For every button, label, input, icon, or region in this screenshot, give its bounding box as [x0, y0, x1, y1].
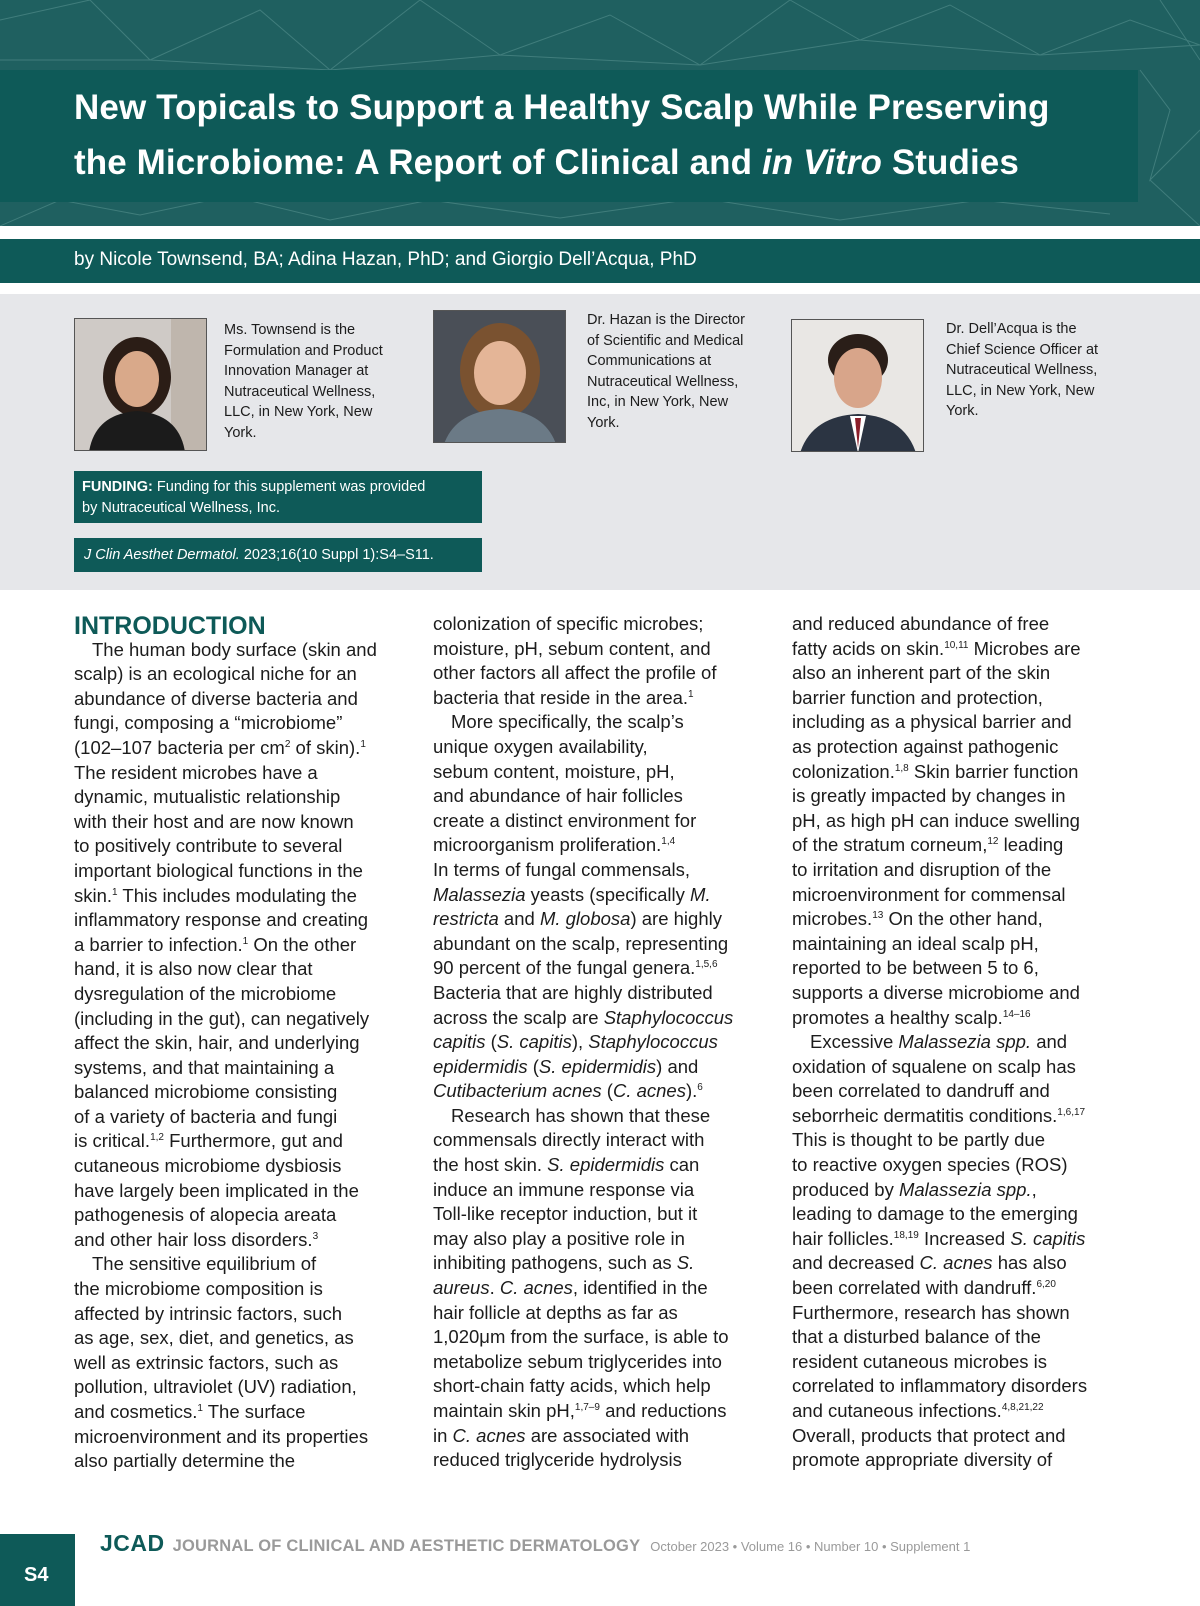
text-line: 1,020μm from the surface, is able to	[433, 1326, 729, 1348]
text-line: short-chain fatty acids, which help	[433, 1375, 711, 1397]
text-line: also an inherent part of the skin	[792, 662, 1051, 684]
text-line: microorganism proliferation.$^{1,4}$	[433, 834, 676, 856]
text-line: is greatly impacted by changes in	[792, 785, 1066, 807]
text-column-1	[74, 613, 414, 1474]
text-line: Overall, products that protect and	[792, 1424, 1066, 1446]
text-line: microenvironment and its properties	[74, 1425, 369, 1447]
text-line: sebum content, moisture, pH,	[433, 760, 675, 782]
text-line: promote appropriate diversity of	[792, 1449, 1053, 1471]
section-heading-introduction: INTRODUCTION	[74, 612, 266, 640]
text-line: and cosmetics.$^1$ The surface	[74, 1401, 306, 1423]
text-line: More specifically, the scalp’s	[451, 711, 684, 733]
text-line: been correlated with dandruff.$^{6,20}$	[792, 1277, 1056, 1299]
text-line: seborrheic dermatitis conditions.$^{1,6,17}$	[792, 1104, 1086, 1126]
header-banner	[0, 0, 1200, 226]
text-line: across the scalp are Staphylococcus	[433, 1006, 734, 1028]
text-line: abundant on the scalp, representing	[433, 932, 729, 954]
text-line: The sensitive equilibrium of	[92, 1253, 317, 1275]
text-line: systems, and that maintaining a	[74, 1056, 335, 1078]
text-line: dynamic, mutualistic relationship	[74, 786, 341, 808]
title-line-1: New Topicals to Support a Healthy Scalp While Preserving	[74, 88, 1050, 127]
text-line: The resident microbes have a	[74, 761, 318, 783]
author-bio-dellacqua: Dr. Dell’Acqua is the Chief Science Officer at Nutraceutical Wellness, LLC, in New York, New York.	[946, 321, 1099, 419]
text-line: microbes.$^{13}$ On the other hand,	[792, 908, 1043, 930]
text-line: hair follicles.$^{18,19}$ Increased S. capitis	[792, 1227, 1086, 1249]
text-line: reduced triglyceride hydrolysis	[433, 1449, 682, 1471]
text-line: cutaneous microbiome dysbiosis	[74, 1155, 342, 1177]
text-line: microenvironment for commensal	[792, 883, 1066, 905]
text-line: with their host and are now known	[74, 810, 354, 832]
text-line: dysregulation of the microbiome	[74, 982, 337, 1004]
text-line: produced by Malassezia spp.,	[792, 1178, 1037, 1200]
text-line: pathogenesis of alopecia areata	[74, 1204, 337, 1226]
text-line: This is thought to be partly due	[792, 1129, 1045, 1151]
text-line: oxidation of squalene on scalp has	[792, 1055, 1076, 1077]
text-line: and cutaneous infections.$^{4,8,21,22}$	[792, 1400, 1044, 1421]
text-line: and abundance of hair follicles	[433, 785, 683, 807]
text-line: as protection against pathogenic	[792, 735, 1059, 757]
author-panel	[0, 294, 1200, 590]
text-line: unique oxygen availability,	[433, 735, 648, 757]
text-line: colonization of specific microbes;	[433, 613, 704, 634]
text-line: barrier function and protection,	[792, 686, 1043, 708]
text-line: restricta and M. globosa) are highly	[433, 908, 722, 930]
text-line: and reduced abundance of free	[792, 613, 1050, 634]
text-line: 90 percent of the fungal genera.$^{1,5,6}$	[433, 957, 718, 979]
text-line: The human body surface (skin and	[92, 638, 377, 660]
text-line: Excessive Malassezia spp. and	[810, 1031, 1068, 1053]
author-bio-townsend: Ms. Townsend is the Formulation and Product Innovation Manager at Nutraceutical Wellness, LLC, in New York, New York.	[224, 322, 383, 441]
text-line: hair follicle at depths as far as	[433, 1301, 678, 1323]
column-3-lines	[792, 612, 1132, 1473]
text-line: Malassezia yeasts (specifically M.	[433, 883, 711, 905]
text-line: In terms of fungal commensals,	[433, 858, 691, 880]
column-1-lines	[74, 638, 414, 1474]
text-line: pH, as high pH can induce swelling	[792, 809, 1080, 831]
funding-label: FUNDING:	[82, 479, 153, 495]
text-line: maintain skin pH,$^{1,7-9}$ and reductions	[433, 1400, 727, 1421]
text-line: fatty acids on skin.$^{10,11}$ Microbes are	[792, 637, 1081, 659]
text-line: to positively contribute to several	[74, 835, 343, 857]
text-line: aureus. C. acnes, identified in the	[433, 1277, 708, 1299]
text-line: a barrier to infection.$^1$ On the other	[74, 933, 357, 955]
text-line: inflammatory response and creating	[74, 909, 369, 931]
title-line-2: the Microbiome: A Report of Clinical and in Vitro Studies	[74, 143, 1019, 182]
text-line: commensals directly interact with	[433, 1129, 705, 1151]
text-line: (102–107 bacteria per $cm^2$ of skin).$^1$	[74, 736, 366, 758]
article-title	[0, 70, 1138, 202]
byline-bar	[0, 239, 1200, 283]
funding-note: FUNDING: Funding for this supplement was provided by Nutraceutical Wellness, Inc.	[74, 471, 482, 523]
text-line: to reactive oxygen species (ROS)	[792, 1154, 1068, 1176]
text-line: skin.$^1$ This includes modulating the	[74, 884, 357, 906]
text-line: Toll-like receptor induction, but it	[433, 1203, 698, 1225]
text-line: that a disturbed balance of the	[792, 1326, 1041, 1348]
text-line: balanced microbiome consisting	[74, 1081, 338, 1103]
text-line: may also play a positive role in	[433, 1227, 685, 1249]
author-photo-townsend	[74, 318, 207, 451]
author-photo-dellacqua	[791, 319, 924, 452]
text-line: colonization.$^{1,8}$ Skin barrier function	[792, 760, 1079, 782]
text-line: and other hair loss disorders.$^3$	[74, 1228, 319, 1250]
text-line: inhibiting pathogens, such as S.	[433, 1252, 695, 1274]
text-line: correlated to inflammatory disorders	[792, 1375, 1088, 1397]
text-line: pollution, ultraviolet (UV) radiation,	[74, 1376, 357, 1398]
text-line: important biological functions in the	[74, 859, 363, 881]
text-line: maintaining an ideal scalp pH,	[792, 932, 1039, 954]
text-line: the host skin. S. epidermidis can	[433, 1154, 700, 1176]
text-line: and decreased C. acnes has also	[792, 1252, 1067, 1274]
text-line: affected by intrinsic factors, such	[74, 1302, 343, 1324]
text-line: promotes a healthy scalp.$^{14-16}$	[792, 1006, 1031, 1028]
text-line: reported to be between 5 to 6,	[792, 957, 1039, 979]
text-line: resident cutaneous microbes is	[792, 1350, 1048, 1372]
text-column-2	[433, 612, 773, 1473]
author-photo-hazan	[433, 310, 566, 443]
journal-footer	[100, 1530, 970, 1557]
text-line: been correlated to dandruff and	[792, 1080, 1050, 1102]
author-bio-hazan: Dr. Hazan is the Director of Scientific and Medical Communications at Nutraceutical Wellness, Inc, in New York, New York.	[587, 312, 745, 431]
text-line: have largely been implicated in the	[74, 1179, 359, 1201]
text-line: scalp) is an ecological niche for an	[74, 663, 357, 685]
text-line: epidermidis (S. epidermidis) and	[433, 1055, 699, 1077]
text-line: hand, it is also now clear that	[74, 958, 313, 980]
text-line: affect the skin, hair, and underlying	[74, 1032, 360, 1054]
text-line: moisture, pH, sebum content, and	[433, 637, 711, 659]
text-line: Furthermore, research has shown	[792, 1301, 1070, 1323]
text-line: induce an immune response via	[433, 1178, 695, 1200]
text-line: as age, sex, diet, and genetics, as	[74, 1327, 354, 1349]
text-line: fungi, composing a “microbiome”	[74, 712, 343, 734]
text-line: other factors all affect the profile of	[433, 662, 717, 684]
text-line: supports a diverse microbiome and	[792, 981, 1080, 1003]
text-line: Cutibacterium acnes (C. acnes).$^6$	[433, 1080, 703, 1102]
text-column-3	[792, 612, 1132, 1473]
text-line: create a distinct environment for	[433, 809, 697, 831]
text-line: (including in the gut), can negatively	[74, 1007, 370, 1029]
text-line: also partially determine the	[74, 1450, 296, 1472]
text-line: is critical.$^{1,2}$ Furthermore, gut and	[74, 1130, 343, 1152]
issue-info: October 2023 • Volume 16 • Number 10 • Supplement 1	[650, 1539, 971, 1554]
citation-details: 2023;16(10 Suppl 1):S4–S11.	[239, 547, 434, 563]
text-line: capitis (S. capitis), Staphylococcus	[433, 1031, 718, 1053]
citation-journal: J Clin Aesthet Dermatol.	[84, 547, 240, 563]
text-line: metabolize sebum triglycerides into	[433, 1350, 722, 1372]
journal-name: JOURNAL OF CLINICAL AND AESTHETIC DERMATOLOGY	[172, 1537, 641, 1555]
text-line: Research has shown that these	[451, 1104, 711, 1126]
text-line: of a variety of bacteria and fungi	[74, 1105, 338, 1127]
text-line: Bacteria that are highly distributed	[433, 981, 713, 1003]
journal-brand-logo: JCAD	[100, 1530, 165, 1556]
title-italic-text: in Vitro	[761, 143, 882, 182]
text-line: including as a physical barrier and	[792, 711, 1072, 733]
column-2-lines	[433, 612, 773, 1473]
text-line: bacteria that reside in the area.$^1$	[433, 686, 694, 708]
text-line: in C. acnes are associated with	[433, 1424, 690, 1446]
text-line: abundance of diverse bacteria and	[74, 687, 358, 709]
page-number: S4	[0, 1534, 75, 1606]
text-line: of the stratum corneum,$^{12}$ leading	[792, 834, 1064, 856]
citation	[74, 538, 482, 572]
text-line: to irritation and disruption of the	[792, 858, 1052, 880]
text-line: well as extrinsic factors, such as	[74, 1351, 339, 1373]
text-line: leading to damage to the emerging	[792, 1203, 1078, 1225]
text-line: the microbiome composition is	[74, 1278, 323, 1300]
author-byline: by Nicole Townsend, BA; Adina Hazan, PhD; and Giorgio Dell’Acqua, PhD	[74, 249, 697, 270]
